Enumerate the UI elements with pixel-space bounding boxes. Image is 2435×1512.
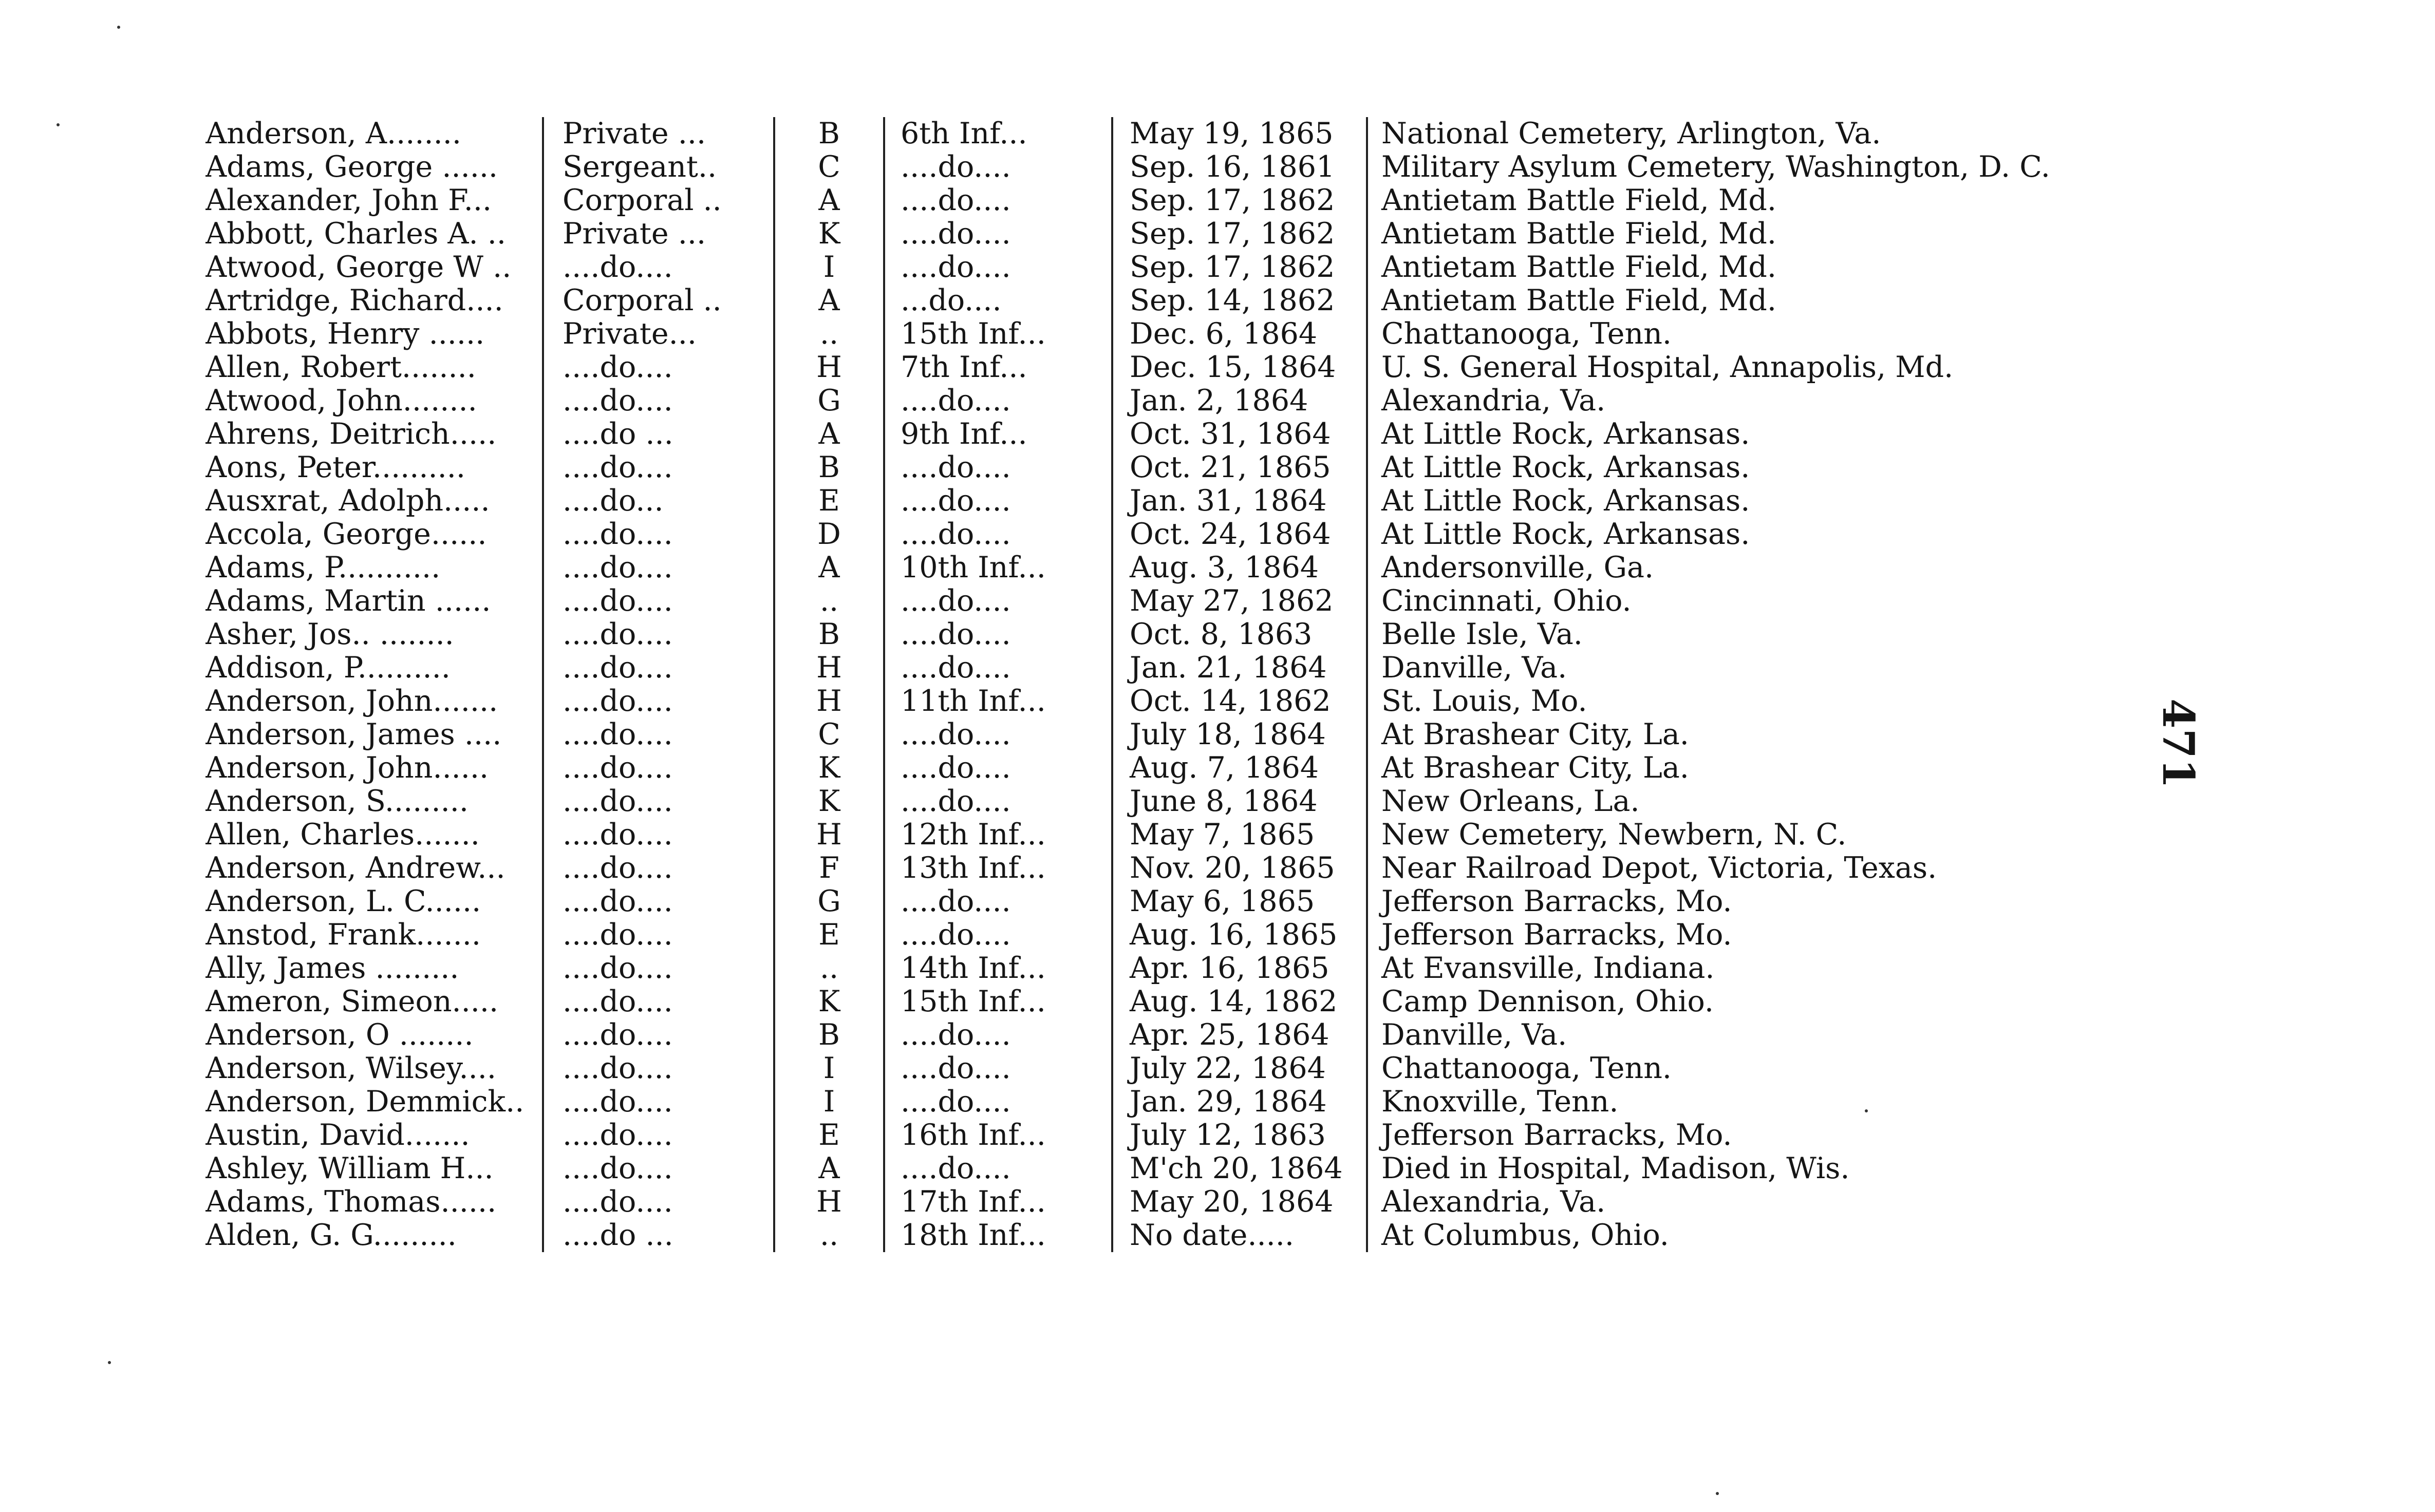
- table-row: [205, 317, 2101, 351]
- table-row: [205, 384, 2101, 418]
- rank-cell: ....do....: [543, 751, 774, 785]
- soldier-name-cell: Addison, P..........: [205, 651, 543, 685]
- table-row: [205, 952, 2101, 985]
- table-row: [205, 117, 2101, 150]
- rank-cell: ....do....: [543, 251, 774, 284]
- rank-cell: ....do....: [543, 1018, 774, 1052]
- burial-place-cell: Jefferson Barracks, Mo.: [1381, 885, 1732, 918]
- company-cell: G: [774, 384, 884, 418]
- table-row: [205, 217, 2101, 251]
- soldier-name-cell: Anderson, A........: [205, 117, 543, 150]
- table-row: [205, 284, 2101, 317]
- soldier-name-cell: Ausxrat, Adolph.....: [205, 484, 543, 518]
- date-of-death-cell: Oct. 31, 1864: [1112, 418, 1367, 451]
- rank-cell: Private...: [543, 317, 774, 351]
- table-row: [205, 418, 2101, 451]
- company-cell: I: [774, 251, 884, 284]
- date-of-death-cell: Sep. 17, 1862: [1112, 251, 1367, 284]
- burial-place-cell: At Little Rock, Arkansas.: [1381, 418, 1750, 451]
- company-cell: A: [774, 1152, 884, 1185]
- date-of-death-cell: July 22, 1864: [1112, 1052, 1367, 1085]
- regiment-cell: 9th Inf...: [884, 418, 1112, 451]
- soldier-name-cell: Anderson, James ....: [205, 718, 543, 751]
- company-cell: F: [774, 852, 884, 885]
- rank-cell: ....do....: [543, 818, 774, 852]
- date-of-death-cell: Jan. 29, 1864: [1112, 1085, 1367, 1119]
- company-cell: B: [774, 451, 884, 484]
- company-cell: K: [774, 985, 884, 1018]
- regiment-cell: ....do....: [884, 518, 1112, 551]
- date-of-death-cell: Sep. 17, 1862: [1112, 217, 1367, 251]
- table-row: [205, 1052, 2101, 1085]
- company-cell: D: [774, 518, 884, 551]
- soldier-name-cell: Adams, P...........: [205, 551, 543, 584]
- date-of-death-cell: May 7, 1865: [1112, 818, 1367, 852]
- soldier-name-cell: Atwood, George W ..: [205, 251, 543, 284]
- date-of-death-cell: Apr. 25, 1864: [1112, 1018, 1367, 1052]
- table-row: [205, 584, 2101, 618]
- regiment-cell: 18th Inf...: [884, 1219, 1112, 1252]
- burial-place-cell: Near Railroad Depot, Victoria, Texas.: [1381, 852, 1937, 885]
- print-speck: [1716, 1492, 1719, 1495]
- rank-cell: Corporal ..: [543, 184, 774, 217]
- date-of-death-cell: Oct. 21, 1865: [1112, 451, 1367, 484]
- regiment-cell: ....do....: [884, 1152, 1112, 1185]
- date-of-death-cell: May 20, 1864: [1112, 1185, 1367, 1219]
- soldier-name-cell: Ashley, William H...: [205, 1152, 543, 1185]
- table-row: [205, 518, 2101, 551]
- company-cell: K: [774, 217, 884, 251]
- table-row: [205, 751, 2101, 785]
- rank-cell: ....do....: [543, 1052, 774, 1085]
- burial-place-cell: Chattanooga, Tenn.: [1381, 317, 1672, 351]
- burial-place-cell: Jefferson Barracks, Mo.: [1381, 1119, 1732, 1152]
- company-cell: H: [774, 685, 884, 718]
- date-of-death-cell: Dec. 6, 1864: [1112, 317, 1367, 351]
- burial-ledger-table: [205, 117, 2101, 1252]
- company-cell: H: [774, 351, 884, 384]
- regiment-cell: ....do....: [884, 651, 1112, 685]
- soldier-name-cell: Alden, G. G.........: [205, 1219, 543, 1252]
- regiment-cell: ....do....: [884, 751, 1112, 785]
- date-of-death-cell: Apr. 16, 1865: [1112, 952, 1367, 985]
- burial-place-cell: Danville, Va.: [1381, 651, 1567, 685]
- table-row: [205, 985, 2101, 1018]
- table-row: [205, 618, 2101, 651]
- soldier-name-cell: Adams, Martin ......: [205, 584, 543, 618]
- table-row: [205, 818, 2101, 852]
- rank-cell: ....do....: [543, 451, 774, 484]
- soldier-name-cell: Anderson, Andrew...: [205, 852, 543, 885]
- company-cell: ..: [774, 1219, 884, 1252]
- regiment-cell: 12th Inf...: [884, 818, 1112, 852]
- regiment-cell: ....do....: [884, 918, 1112, 952]
- table-row: [205, 351, 2101, 384]
- burial-place-cell: Military Asylum Cemetery, Washington, D. C.: [1381, 150, 2050, 184]
- date-of-death-cell: Aug. 7, 1864: [1112, 751, 1367, 785]
- table-row: [205, 918, 2101, 952]
- regiment-cell: 10th Inf...: [884, 551, 1112, 584]
- table-row: [205, 852, 2101, 885]
- company-cell: A: [774, 184, 884, 217]
- regiment-cell: ...do....: [884, 284, 1112, 317]
- company-cell: B: [774, 117, 884, 150]
- regiment-cell: ....do....: [884, 184, 1112, 217]
- rank-cell: ....do....: [543, 985, 774, 1018]
- ledger-body: [205, 117, 2101, 1252]
- company-cell: ..: [774, 584, 884, 618]
- soldier-name-cell: Anstod, Frank.......: [205, 918, 543, 952]
- soldier-name-cell: Artridge, Richard....: [205, 284, 543, 317]
- soldier-name-cell: Ahrens, Deitrich.....: [205, 418, 543, 451]
- burial-place-cell: At Little Rock, Arkansas.: [1381, 451, 1750, 484]
- table-row: [205, 685, 2101, 718]
- company-cell: ..: [774, 952, 884, 985]
- rank-cell: ....do....: [543, 1085, 774, 1119]
- print-speck: [57, 123, 60, 126]
- soldier-name-cell: Abbott, Charles A. ..: [205, 217, 543, 251]
- burial-place-cell: Alexandria, Va.: [1381, 1185, 1606, 1219]
- date-of-death-cell: Aug. 14, 1862: [1112, 985, 1367, 1018]
- burial-place-cell: At Columbus, Ohio.: [1381, 1219, 1669, 1252]
- company-cell: I: [774, 1052, 884, 1085]
- date-of-death-cell: Oct. 8, 1863: [1112, 618, 1367, 651]
- date-of-death-cell: May 27, 1862: [1112, 584, 1367, 618]
- rank-cell: ....do....: [543, 885, 774, 918]
- date-of-death-cell: May 6, 1865: [1112, 885, 1367, 918]
- regiment-cell: ....do....: [884, 217, 1112, 251]
- rank-cell: Private ...: [543, 117, 774, 150]
- burial-place-cell: St. Louis, Mo.: [1381, 685, 1587, 718]
- date-of-death-cell: M'ch 20, 1864: [1112, 1152, 1367, 1185]
- rank-cell: ....do....: [543, 918, 774, 952]
- table-row: [205, 785, 2101, 818]
- table-row: [205, 251, 2101, 284]
- date-of-death-cell: July 18, 1864: [1112, 718, 1367, 751]
- date-of-death-cell: Dec. 15, 1864: [1112, 351, 1367, 384]
- date-of-death-cell: Sep. 14, 1862: [1112, 284, 1367, 317]
- company-cell: E: [774, 918, 884, 952]
- table-row: [205, 1152, 2101, 1185]
- burial-place-cell: Antietam Battle Field, Md.: [1381, 251, 1776, 284]
- rank-cell: ....do....: [543, 685, 774, 718]
- date-of-death-cell: June 8, 1864: [1112, 785, 1367, 818]
- company-cell: E: [774, 484, 884, 518]
- regiment-cell: 6th Inf...: [884, 117, 1112, 150]
- table-row: [205, 1119, 2101, 1152]
- rank-cell: ....do....: [543, 384, 774, 418]
- company-cell: A: [774, 418, 884, 451]
- burial-place-cell: National Cemetery, Arlington, Va.: [1381, 117, 1881, 150]
- date-of-death-cell: Aug. 16, 1865: [1112, 918, 1367, 952]
- burial-place-cell: At Brashear City, La.: [1381, 718, 1689, 751]
- soldier-name-cell: Anderson, Demmick..: [205, 1085, 543, 1119]
- print-speck: [117, 26, 120, 29]
- company-cell: G: [774, 885, 884, 918]
- soldier-name-cell: Ameron, Simeon.....: [205, 985, 543, 1018]
- company-cell: K: [774, 785, 884, 818]
- date-of-death-cell: Oct. 24, 1864: [1112, 518, 1367, 551]
- rank-cell: ....do....: [543, 1119, 774, 1152]
- burial-place-cell: Danville, Va.: [1381, 1018, 1567, 1052]
- rank-cell: ....do....: [543, 584, 774, 618]
- company-cell: E: [774, 1119, 884, 1152]
- rank-cell: ....do....: [543, 651, 774, 685]
- soldier-name-cell: Adams, George ......: [205, 150, 543, 184]
- table-row: [205, 885, 2101, 918]
- regiment-cell: ....do....: [884, 484, 1112, 518]
- company-cell: C: [774, 150, 884, 184]
- regiment-cell: 15th Inf...: [884, 985, 1112, 1018]
- company-cell: C: [774, 718, 884, 751]
- print-speck: [108, 1361, 111, 1364]
- regiment-cell: 14th Inf...: [884, 952, 1112, 985]
- date-of-death-cell: Jan. 2, 1864: [1112, 384, 1367, 418]
- rank-cell: Private ...: [543, 217, 774, 251]
- soldier-name-cell: Anderson, John.......: [205, 685, 543, 718]
- regiment-cell: 11th Inf...: [884, 685, 1112, 718]
- rank-cell: ....do....: [543, 1185, 774, 1219]
- date-of-death-cell: Jan. 21, 1864: [1112, 651, 1367, 685]
- regiment-cell: ....do....: [884, 885, 1112, 918]
- burial-place-cell: Knoxville, Tenn.: [1381, 1085, 1619, 1119]
- burial-place-cell: At Brashear City, La.: [1381, 751, 1689, 785]
- rank-cell: ....do....: [543, 351, 774, 384]
- burial-place-cell: At Little Rock, Arkansas.: [1381, 518, 1750, 551]
- soldier-name-cell: Atwood, John........: [205, 384, 543, 418]
- soldier-name-cell: Accola, George......: [205, 518, 543, 551]
- date-of-death-cell: Sep. 16, 1861: [1112, 150, 1367, 184]
- burial-place-cell: U. S. General Hospital, Annapolis, Md.: [1381, 351, 1954, 384]
- page-number: 471: [2153, 698, 2204, 789]
- regiment-cell: ....do....: [884, 251, 1112, 284]
- company-cell: H: [774, 818, 884, 852]
- regiment-cell: ....do....: [884, 584, 1112, 618]
- company-cell: A: [774, 284, 884, 317]
- burial-place-cell: Andersonville, Ga.: [1381, 551, 1654, 584]
- company-cell: I: [774, 1085, 884, 1119]
- regiment-cell: ....do....: [884, 618, 1112, 651]
- date-of-death-cell: Aug. 3, 1864: [1112, 551, 1367, 584]
- company-cell: K: [774, 751, 884, 785]
- regiment-cell: 7th Inf...: [884, 351, 1112, 384]
- burial-place-cell: Chattanooga, Tenn.: [1381, 1052, 1672, 1085]
- soldier-name-cell: Allen, Robert........: [205, 351, 543, 384]
- regiment-cell: ....do....: [884, 785, 1112, 818]
- rank-cell: ....do....: [543, 852, 774, 885]
- company-cell: H: [774, 651, 884, 685]
- burial-place-cell: Alexandria, Va.: [1381, 384, 1606, 418]
- company-cell: B: [774, 618, 884, 651]
- date-of-death-cell: Sep. 17, 1862: [1112, 184, 1367, 217]
- rank-cell: ....do....: [543, 718, 774, 751]
- burial-place-cell: Cincinnati, Ohio.: [1381, 584, 1632, 618]
- rank-cell: ....do....: [543, 785, 774, 818]
- regiment-cell: ....do....: [884, 150, 1112, 184]
- burial-place-cell: Antietam Battle Field, Md.: [1381, 184, 1776, 217]
- regiment-cell: 17th Inf...: [884, 1185, 1112, 1219]
- rank-cell: ....do....: [543, 551, 774, 584]
- burial-place-cell: Antietam Battle Field, Md.: [1381, 284, 1776, 317]
- soldier-name-cell: Asher, Jos.. ........: [205, 618, 543, 651]
- regiment-cell: ....do....: [884, 451, 1112, 484]
- date-of-death-cell: No date.....: [1112, 1219, 1367, 1252]
- regiment-cell: 13th Inf...: [884, 852, 1112, 885]
- rank-cell: ....do....: [543, 952, 774, 985]
- rank-cell: Sergeant..: [543, 150, 774, 184]
- soldier-name-cell: Ally, James .........: [205, 952, 543, 985]
- date-of-death-cell: Oct. 14, 1862: [1112, 685, 1367, 718]
- soldier-name-cell: Adams, Thomas......: [205, 1185, 543, 1219]
- date-of-death-cell: Nov. 20, 1865: [1112, 852, 1367, 885]
- burial-place-cell: At Little Rock, Arkansas.: [1381, 484, 1750, 518]
- table-row: [205, 1185, 2101, 1219]
- date-of-death-cell: May 19, 1865: [1112, 117, 1367, 150]
- soldier-name-cell: Austin, David.......: [205, 1119, 543, 1152]
- burial-place-cell: New Cemetery, Newbern, N. C.: [1381, 818, 1847, 852]
- company-cell: B: [774, 1018, 884, 1052]
- table-row: [205, 551, 2101, 584]
- table-row: [205, 484, 2101, 518]
- soldier-name-cell: Abbots, Henry ......: [205, 317, 543, 351]
- table-row: [205, 1219, 2101, 1252]
- rank-cell: Corporal ..: [543, 284, 774, 317]
- burial-place-cell: Died in Hospital, Madison, Wis.: [1381, 1152, 1850, 1185]
- regiment-cell: ....do....: [884, 1052, 1112, 1085]
- date-of-death-cell: Jan. 31, 1864: [1112, 484, 1367, 518]
- table-row: [205, 718, 2101, 751]
- regiment-cell: ....do....: [884, 1085, 1112, 1119]
- print-speck: [1865, 1109, 1868, 1112]
- soldier-name-cell: Alexander, John F...: [205, 184, 543, 217]
- soldier-name-cell: Allen, Charles.......: [205, 818, 543, 852]
- company-cell: A: [774, 551, 884, 584]
- burial-place-cell: Antietam Battle Field, Md.: [1381, 217, 1776, 251]
- regiment-cell: 15th Inf...: [884, 317, 1112, 351]
- burial-place-cell: New Orleans, La.: [1381, 785, 1640, 818]
- soldier-name-cell: Anderson, O ........: [205, 1018, 543, 1052]
- table-row: [205, 150, 2101, 184]
- regiment-cell: ....do....: [884, 718, 1112, 751]
- burial-place-cell: Camp Dennison, Ohio.: [1381, 985, 1714, 1018]
- rank-cell: ....do....: [543, 1152, 774, 1185]
- burial-place-cell: At Evansville, Indiana.: [1381, 952, 1715, 985]
- soldier-name-cell: Anderson, S.........: [205, 785, 543, 818]
- table-row: [205, 1085, 2101, 1119]
- company-cell: ..: [774, 317, 884, 351]
- table-row: [205, 1018, 2101, 1052]
- regiment-cell: ....do....: [884, 1018, 1112, 1052]
- soldier-name-cell: Anderson, John......: [205, 751, 543, 785]
- soldier-name-cell: Aons, Peter..........: [205, 451, 543, 484]
- soldier-name-cell: Anderson, Wilsey....: [205, 1052, 543, 1085]
- company-cell: H: [774, 1185, 884, 1219]
- table-row: [205, 184, 2101, 217]
- rank-cell: ....do...: [543, 484, 774, 518]
- regiment-cell: 16th Inf...: [884, 1119, 1112, 1152]
- burial-place-cell: Jefferson Barracks, Mo.: [1381, 918, 1732, 952]
- rank-cell: ....do....: [543, 518, 774, 551]
- rank-cell: ....do ...: [543, 1219, 774, 1252]
- table-row: [205, 451, 2101, 484]
- soldier-name-cell: Anderson, L. C......: [205, 885, 543, 918]
- burial-place-cell: Belle Isle, Va.: [1381, 618, 1583, 651]
- date-of-death-cell: July 12, 1863: [1112, 1119, 1367, 1152]
- regiment-cell: ....do....: [884, 384, 1112, 418]
- rank-cell: ....do....: [543, 618, 774, 651]
- rank-cell: ....do ...: [543, 418, 774, 451]
- table-row: [205, 651, 2101, 685]
